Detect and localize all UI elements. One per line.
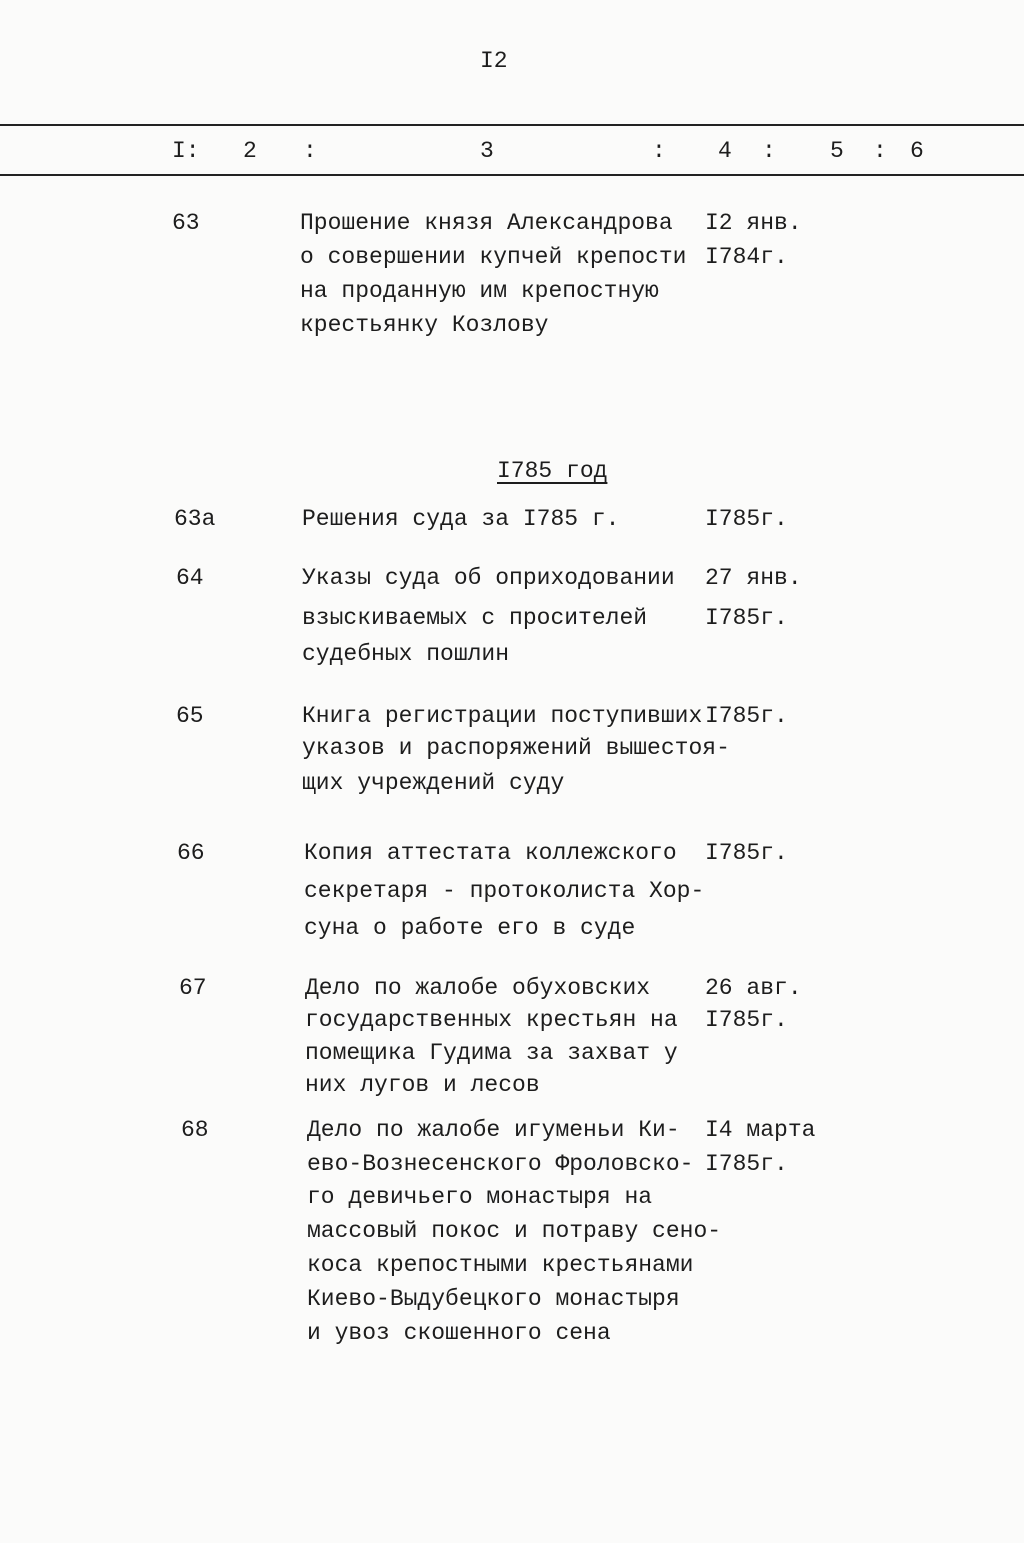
entry-number: 66 — [177, 840, 205, 866]
entry-date-line: 27 янв. — [705, 565, 802, 591]
entry-description-line: них лугов и лесов — [305, 1072, 540, 1098]
column-label: : — [762, 138, 776, 164]
entry-description-line: о совершении купчей крепости — [300, 244, 687, 270]
entry-date-line: I785г. — [705, 1007, 788, 1033]
entry-description-line: Копия аттестата коллежского — [304, 840, 677, 866]
entry-description-line: Дело по жалобе обуховских — [305, 975, 651, 1001]
entry-date-line: I785г. — [705, 840, 788, 866]
column-label: 2 — [243, 138, 257, 164]
entry-date-line: I785г. — [705, 703, 788, 729]
entry-number: 63а — [174, 506, 216, 532]
entry-description-line: государственных крестьян на — [305, 1007, 678, 1033]
entry-number: 67 — [179, 975, 207, 1001]
entry-description-line: коса крепостными крестьянами — [307, 1252, 694, 1278]
entry-description-line: щих учреждений суду — [302, 770, 565, 796]
entry-date-line: I785г. — [705, 506, 788, 532]
column-label: : — [873, 138, 887, 164]
entry-date-line: I4 марта — [705, 1117, 816, 1143]
column-label: 5 — [830, 138, 844, 164]
entry-date-line: I784г. — [705, 244, 788, 270]
header-top-rule — [0, 124, 1024, 126]
entry-description-line: го девичьего монастыря на — [307, 1184, 653, 1210]
column-label: : — [303, 138, 317, 164]
entry-description-line: указов и распоряжений вышестоя- — [302, 735, 730, 761]
entry-description-line: судебных пошлин — [302, 641, 510, 667]
column-label: 6 — [910, 138, 924, 164]
section-heading: I785 год — [497, 458, 608, 484]
entry-description-line: суна о работе его в суде — [304, 915, 636, 941]
entry-description-line: Указы суда об оприходовании — [302, 565, 675, 591]
entry-description-line: Киево-Выдубецкого монастыря — [307, 1286, 680, 1312]
entry-description-line: взыскиваемых с просителей — [302, 605, 648, 631]
entry-description-line: и увоз скошенного сена — [307, 1320, 611, 1346]
entry-number: 68 — [181, 1117, 209, 1143]
entry-date-line: I2 янв. — [705, 210, 802, 236]
entry-number: 64 — [176, 565, 204, 591]
entry-number: 65 — [176, 703, 204, 729]
header-bottom-rule — [0, 174, 1024, 176]
entry-description-line: массовый покос и потраву сено- — [307, 1218, 722, 1244]
entry-description-line: Дело по жалобе игуменьи Ки- — [307, 1117, 680, 1143]
entry-description-line: ево-Вознесенского Фроловско- — [307, 1151, 694, 1177]
entry-description-line: Решения суда за I785 г. — [302, 506, 620, 532]
entry-date-line: I785г. — [705, 605, 788, 631]
column-label: : — [652, 138, 666, 164]
entry-description-line: на проданную им крепостную — [300, 278, 659, 304]
entry-description-line: помещика Гудима за захват у — [305, 1040, 678, 1066]
entry-number: 63 — [172, 210, 200, 236]
column-label: 3 — [480, 138, 494, 164]
entry-description-line: Книга регистрации поступивших — [302, 703, 703, 729]
column-label: 4 — [718, 138, 732, 164]
page-number: I2 — [480, 48, 508, 74]
entry-description-line: крестьянку Козлову — [300, 312, 549, 338]
entry-date-line: I785г. — [705, 1151, 788, 1177]
column-label: I: — [172, 138, 200, 164]
entry-date-line: 26 авг. — [705, 975, 802, 1001]
entry-description-line: секретаря - протоколиста Хор- — [304, 878, 705, 904]
entry-description-line: Прошение князя Александрова — [300, 210, 673, 236]
